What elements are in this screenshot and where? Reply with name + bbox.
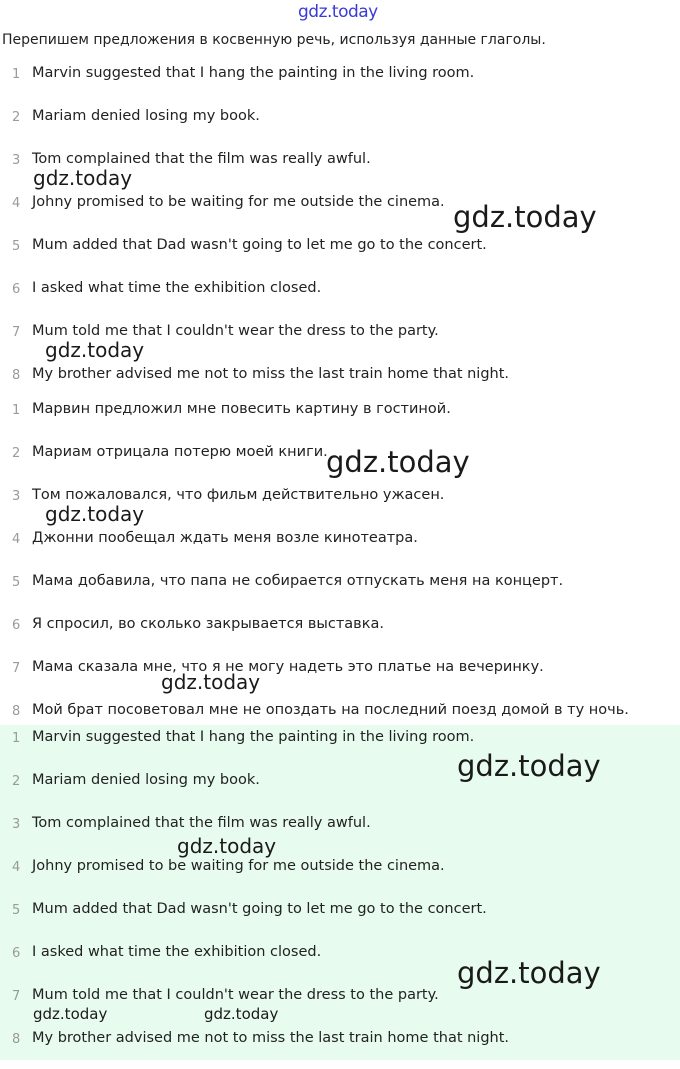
sentence-text: Я спросил, во сколько закрывается выставка. — [32, 616, 384, 632]
watermark: gdz.today — [453, 200, 597, 234]
sentence-row — [0, 983, 680, 1026]
sentence-row — [0, 319, 680, 362]
sentence-text: Mariam denied losing my book. — [32, 772, 260, 788]
sentence-text: My brother advised me not to miss the last train home that night. — [32, 366, 510, 382]
sentence-text: I asked what time the exhibition closed. — [32, 944, 322, 960]
site-logo[interactable]: gdz.today — [298, 2, 378, 22]
watermark: gdz.today — [204, 1005, 279, 1023]
sentence-number: 1 — [12, 403, 21, 418]
watermark: gdz.today — [457, 749, 601, 783]
english-sentence-list — [0, 61, 680, 405]
sentence-text: Johny promised to be waiting for me outside the cinema. — [32, 194, 445, 210]
sentence-text: Mum told me that I couldn't wear the dress to the party. — [32, 987, 439, 1003]
sentence-number: 2 — [12, 446, 21, 461]
sentence-row — [0, 569, 680, 612]
sentence-row — [0, 940, 680, 983]
sentence-number: 8 — [12, 704, 21, 719]
sentence-row — [0, 483, 680, 526]
sentence-number: 8 — [12, 368, 21, 383]
sentence-number: 6 — [12, 946, 21, 961]
sentence-number: 7 — [12, 661, 21, 676]
watermark: gdz.today — [457, 956, 601, 990]
sentence-text: Tom complained that the film was really awful. — [32, 815, 371, 831]
sentence-row — [0, 147, 680, 190]
sentence-row — [0, 854, 680, 897]
sentence-number: 5 — [12, 575, 21, 590]
sentence-number: 2 — [12, 774, 21, 789]
sentence-row — [0, 190, 680, 233]
sentence-number: 8 — [12, 1032, 21, 1047]
sentence-text: Мама добавила, что папа не собирается отпускать меня на концерт. — [32, 573, 564, 589]
watermark: gdz.today — [177, 834, 277, 858]
sentence-number: 3 — [12, 153, 21, 168]
watermark: gdz.today — [45, 338, 145, 362]
watermark: gdz.today — [33, 166, 133, 190]
sentence-number: 4 — [12, 860, 21, 875]
sentence-number: 7 — [12, 325, 21, 340]
sentence-number: 3 — [12, 817, 21, 832]
sentence-row — [0, 397, 680, 440]
sentence-text: Mum told me that I couldn't wear the dress to the party. — [32, 323, 439, 339]
watermark: gdz.today — [161, 670, 261, 694]
sentence-number: 4 — [12, 196, 21, 211]
sentence-text: My brother advised me not to miss the last train home that night. — [32, 1030, 510, 1046]
sentence-row — [0, 526, 680, 569]
sentence-row — [0, 612, 680, 655]
watermark: gdz.today — [326, 445, 470, 479]
sentence-number: 2 — [12, 110, 21, 125]
sentence-text: Marvin suggested that I hang the painting in the living room. — [32, 65, 475, 81]
sentence-number: 7 — [12, 989, 21, 1004]
sentence-number: 6 — [12, 282, 21, 297]
sentence-text: Mum added that Dad wasn't going to let me go to the concert. — [32, 237, 487, 253]
watermark: gdz.today — [45, 502, 145, 526]
sentence-text: Johny promised to be waiting for me outside the cinema. — [32, 858, 445, 874]
sentence-number: 4 — [12, 532, 21, 547]
sentence-number: 5 — [12, 903, 21, 918]
sentence-row — [0, 276, 680, 319]
sentence-number: 6 — [12, 618, 21, 633]
watermark: gdz.today — [33, 1005, 108, 1023]
sentence-row — [0, 811, 680, 854]
sentence-row — [0, 725, 680, 768]
sentence-text: Мама сказала мне, что я не могу надеть это платье на вечеринку. — [32, 659, 544, 675]
sentence-row — [0, 768, 680, 811]
sentence-text: I asked what time the exhibition closed. — [32, 280, 322, 296]
sentence-text: Marvin suggested that I hang the painting in the living room. — [32, 729, 475, 745]
intro-text: Перепишем предложения в косвенную речь, используя данные глаголы. — [2, 32, 546, 48]
highlighted-english-sentence-list — [0, 725, 680, 1060]
sentence-row — [0, 104, 680, 147]
sentence-text: Джонни пообещал ждать меня возле кинотеатра. — [32, 530, 418, 546]
sentence-number: 1 — [12, 731, 21, 746]
russian-translation-list — [0, 397, 680, 741]
sentence-row — [0, 897, 680, 940]
sentence-text: Tom complained that the film was really awful. — [32, 151, 371, 167]
sentence-number: 5 — [12, 239, 21, 254]
sentence-row — [0, 61, 680, 104]
sentence-row — [0, 1026, 680, 1069]
sentence-text: Mum added that Dad wasn't going to let me go to the concert. — [32, 901, 487, 917]
sentence-number: 3 — [12, 489, 21, 504]
sentence-row — [0, 233, 680, 276]
sentence-row — [0, 440, 680, 483]
sentence-text: Том пожаловался, что фильм действительно ужасен. — [32, 487, 445, 503]
sentence-text: Марвин предложил мне повесить картину в гостиной. — [32, 401, 451, 417]
sentence-number: 1 — [12, 67, 21, 82]
sentence-text: Mariam denied losing my book. — [32, 108, 260, 124]
sentence-text: Мариам отрицала потерю моей книги. — [32, 444, 328, 460]
sentence-row — [0, 655, 680, 698]
sentence-text: Мой брат посоветовал мне не опоздать на последний поезд домой в ту ночь. — [32, 702, 629, 718]
